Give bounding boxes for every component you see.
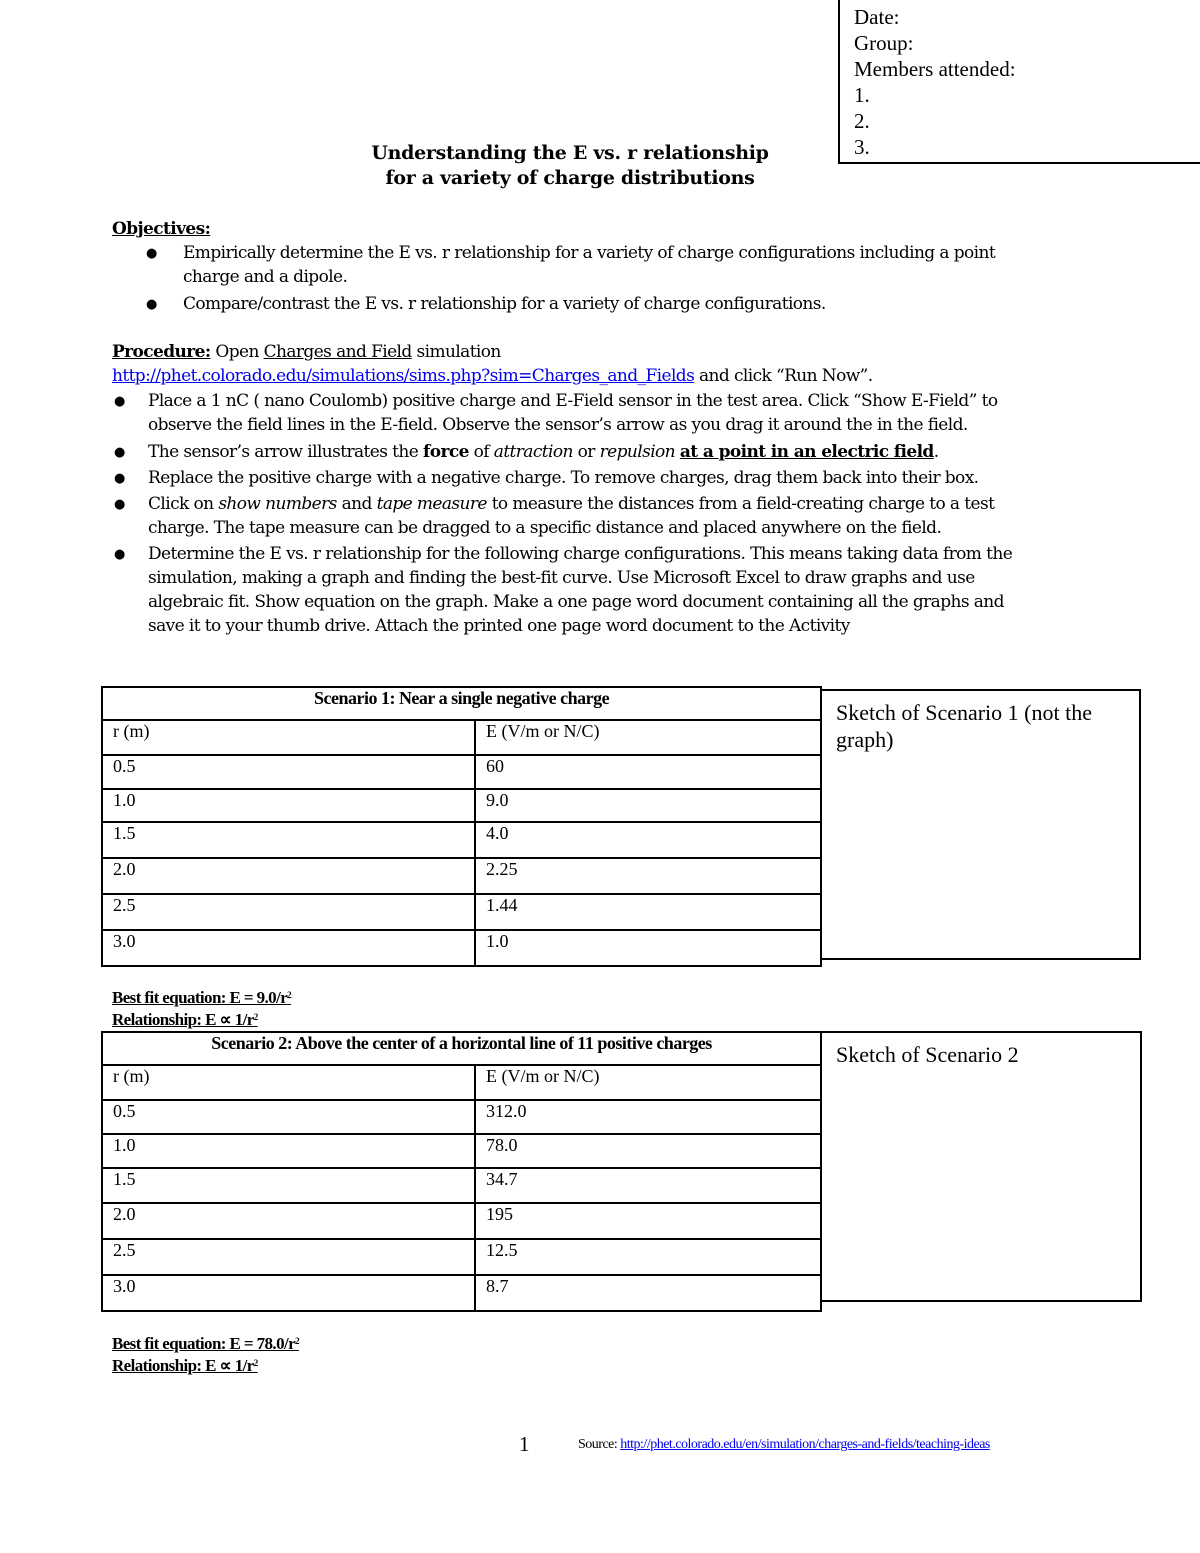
table-row [102, 1203, 821, 1239]
scenario1-bestfit [112, 987, 291, 1008]
cell-e: 8.7 [475, 1275, 821, 1311]
b2-force: force [423, 442, 469, 462]
b4-show-numbers: show numbers [218, 494, 337, 514]
date-label: Date: [854, 5, 900, 29]
objective-item: Empirically determine the E vs. r relationship for a variety of charge configurations including a point [183, 243, 996, 263]
table-row [102, 789, 821, 822]
member-2: 2. [854, 109, 870, 133]
cell-r: 1.5 [102, 1168, 475, 1203]
cell-e: 34.7 [475, 1168, 821, 1203]
table-row [102, 1275, 821, 1311]
scenario1-sketch-label: Sketch of Scenario 1 (not the graph) [836, 700, 1092, 752]
table-row [102, 755, 821, 789]
bestfit-text: Best fit equation: E = 9.0/r [112, 988, 288, 1007]
table-row [102, 1134, 821, 1168]
header-info-box [838, 0, 1200, 164]
bestfit-text: Best fit equation: E = 78.0/r [112, 1334, 296, 1353]
cell-r: 0.5 [102, 755, 475, 789]
members-label: Members attended: [854, 57, 1016, 81]
scenario2-sketch-box[interactable] [820, 1031, 1142, 1302]
source-label: Source: [578, 1437, 618, 1452]
bullet-icon: ● [146, 246, 158, 261]
table-header-row [102, 1065, 821, 1100]
bestfit-exponent: 2 [287, 990, 292, 1000]
table-header-row [102, 720, 821, 755]
objective-item-cont: charge and a dipole. [183, 267, 348, 287]
bullet-icon: ● [114, 471, 126, 486]
page-subtitle: for a variety of charge distributions [385, 167, 755, 189]
cell-e: 9.0 [475, 789, 821, 822]
cell-e: 1.44 [475, 894, 821, 930]
source-link[interactable]: http://phet.colorado.edu/en/simulation/charges-and-fields/teaching-ideas [620, 1437, 990, 1452]
table-title-row [102, 1032, 821, 1065]
cell-e: 195 [475, 1203, 821, 1239]
cell-r: 0.5 [102, 1100, 475, 1134]
col-header-e: E (V/m or N/C) [475, 720, 821, 755]
b4-and: and [341, 494, 372, 514]
bullet-icon: ● [114, 394, 126, 409]
procedure-item: Replace the positive charge with a negative charge. To remove charges, drag them back into their box. [148, 468, 979, 488]
page-title: Understanding the E vs. r relationship [371, 142, 769, 164]
procedure-url-line [112, 364, 873, 388]
cell-r: 2.5 [102, 894, 475, 930]
table-row [102, 822, 821, 858]
procedure-simulation: simulation [416, 342, 501, 362]
procedure-url-after: and click “Run Now”. [699, 366, 873, 386]
table-row [102, 858, 821, 894]
b4-rest: to measure the distances from a field-creating charge to a test [491, 494, 995, 514]
cell-r: 1.5 [102, 822, 475, 858]
objective-item: Compare/contrast the E vs. r relationship for a variety of charge configurations. [183, 294, 826, 314]
table-row [102, 930, 821, 966]
procedure-item: Determine the E vs. r relationship for the following charge configurations. This means taking data from the [148, 544, 1013, 564]
bullet-icon: ● [114, 445, 126, 460]
scenario2-sketch-label: Sketch of Scenario 2 [836, 1042, 1019, 1067]
cell-e: 2.25 [475, 858, 821, 894]
cell-r: 1.0 [102, 789, 475, 822]
cell-e: 78.0 [475, 1134, 821, 1168]
b2-or: or [577, 442, 595, 462]
bullet-icon: ● [146, 297, 158, 312]
procedure-item-cont: simulation, making a graph and finding the best-fit curve. Use Microsoft Excel to draw graphs and use [148, 568, 975, 588]
procedure-item-cont: observe the field lines in the E-field. Observe the sensor’s arrow as you drag it around the in the field. [148, 415, 968, 435]
bestfit-exponent: 2 [295, 1336, 299, 1346]
cell-r: 2.0 [102, 1203, 475, 1239]
scenario1-relationship [112, 1009, 258, 1030]
relationship-text: Relationship: E ∝ 1/r [112, 1356, 254, 1375]
b4-text: Click on [148, 494, 214, 514]
procedure-heading: Procedure: [112, 342, 211, 362]
table-row [102, 1168, 821, 1203]
col-header-r: r (m) [102, 720, 475, 755]
b4-tape-measure: tape measure [376, 494, 487, 514]
cell-r: 2.0 [102, 858, 475, 894]
bullet-icon: ● [114, 547, 126, 562]
table-row [102, 1100, 821, 1134]
procedure-item: Place a 1 nC ( nano Coulomb) positive charge and E-Field sensor in the test area. Click “Show E-Field” to [148, 391, 998, 411]
cell-e: 12.5 [475, 1239, 821, 1275]
scenario1-table [101, 686, 822, 967]
page-number: 1 [519, 1432, 530, 1456]
cell-r: 2.5 [102, 1239, 475, 1275]
table-row [102, 894, 821, 930]
col-header-r: r (m) [102, 1065, 475, 1100]
col-header-e: E (V/m or N/C) [475, 1065, 821, 1100]
member-1: 1. [854, 83, 870, 107]
b2-repulsion: repulsion [599, 442, 676, 462]
bullet-icon: ● [114, 497, 126, 512]
cell-r: 1.0 [102, 1134, 475, 1168]
cell-r: 3.0 [102, 930, 475, 966]
procedure-item-cont: algebraic fit. Show equation on the graph. Make a one page word document containing all the graphs and [148, 592, 1004, 612]
cell-e: 4.0 [475, 822, 821, 858]
group-label: Group: [854, 31, 914, 55]
scenario2-title: Scenario 2: Above the center of a horizontal line of 11 positive charges [102, 1032, 821, 1065]
scenario2-table [101, 1031, 822, 1312]
member-3: 3. [854, 135, 870, 159]
b2-end: . [933, 442, 939, 462]
scenario2-bestfit [112, 1333, 299, 1354]
cell-r: 3.0 [102, 1275, 475, 1311]
source-line [578, 1437, 990, 1453]
relationship-exponent: 2 [253, 1358, 258, 1368]
cell-e: 312.0 [475, 1100, 821, 1134]
table-row [102, 1239, 821, 1275]
b2-attraction: attraction [493, 442, 573, 462]
procedure-item [148, 440, 939, 464]
relationship-exponent: 2 [253, 1012, 258, 1022]
b2-of: of [473, 442, 489, 462]
procedure-open: Open [215, 342, 259, 362]
simulation-link[interactable]: http://phet.colorado.edu/simulations/sims.php?sim=Charges_and_Fields [112, 366, 695, 386]
cell-e: 60 [475, 755, 821, 789]
procedure-item [148, 492, 994, 516]
sim-name: Charges and Field [263, 342, 412, 362]
b2-text: The sensor’s arrow illustrates the [148, 442, 419, 462]
procedure-item-cont: save it to your thumb drive. Attach the printed one page word document to the Activity [148, 616, 850, 636]
relationship-text: Relationship: E ∝ 1/r [112, 1010, 254, 1029]
b2-point: at a point in an electric field [679, 442, 934, 462]
cell-e: 1.0 [475, 930, 821, 966]
scenario1-title: Scenario 1: Near a single negative charge [102, 687, 821, 720]
procedure-item-cont: charge. The tape measure can be dragged to a specific distance and placed anywhere on the field. [148, 518, 942, 538]
scenario2-relationship [112, 1355, 258, 1376]
procedure-line [112, 340, 501, 364]
table-title-row [102, 687, 821, 720]
objectives-heading: Objectives: [112, 219, 211, 239]
scenario1-sketch-box[interactable] [820, 689, 1141, 960]
